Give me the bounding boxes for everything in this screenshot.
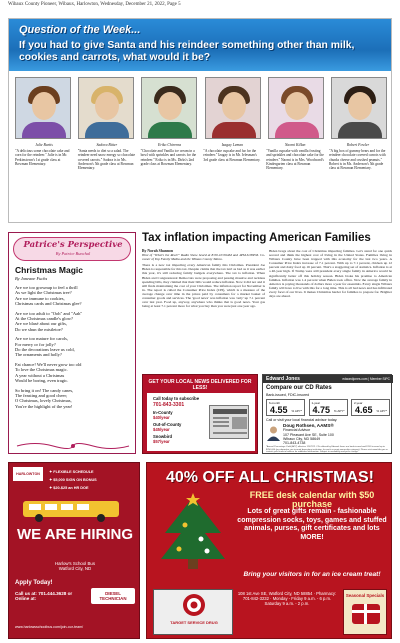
student-photo	[141, 77, 197, 139]
student-answer-text: "Santa needs to diet so a salad. The reindeer need snow energy so chocolate covered carrots." Sadora is in Ms. Anderson's 5th grade class at Bowman Elementary.	[77, 149, 136, 171]
hiring-bullet-text: $20-$25 an HR DOE	[53, 486, 89, 490]
student-answer	[203, 143, 261, 170]
hiring-bullet-1: ✦ FLEXIBLE SCHEDULE	[49, 470, 94, 474]
qotw-title: Question of the Week...	[19, 24, 141, 36]
rate-value: 4.65	[355, 405, 373, 415]
rate-unit: % APY*	[291, 409, 302, 413]
author-bio: Host of "What's the Real?" Radio Show heard at 8:00-10:00AM and 4PM-6:00PM. Co-owner of Top Family Media and the Wibaux County Tattoo.	[142, 253, 265, 262]
rate-price-in-county: $40/year	[153, 415, 170, 420]
student-answer-text: "Chocolate and Vanilla ice cream in a bowl with sprinkles and carrots for the reindeer." Eriko is in Ms. Dirks's 2nd grade class at Bowman Elementary.	[140, 149, 197, 166]
poem-stanza: So bring it on! The candy canes, The feasting and good cheer; O Christmas, lovely Christmas, You're the highlight of the year!	[15, 387, 74, 409]
poem-stanza: Fat chance! We'll never grow too old To love the Christmas magic. A year without a Christmas Would be boring, even tragic.	[15, 361, 82, 384]
store-name: TARGET SERVICE DRUG	[170, 620, 218, 625]
student-photo	[78, 77, 134, 139]
ice-cream-invite: Bring your visitors in for an ice cream treat!	[243, 571, 381, 578]
poem-stanza: Are we too adult to "Ooh" and "Aah" At the Christmas candle's glow? Are we blasé about our gifts, Do we shun the mistletoe?	[15, 310, 83, 332]
student-name: Sadora Bitter	[96, 143, 118, 147]
store-logo	[153, 589, 233, 635]
rate-label-out-of-county: Out-of-County	[153, 422, 182, 427]
company-name: Harlow's School Bus	[54, 561, 96, 566]
seasonal-specials-box	[343, 589, 387, 635]
advisor-title: Financial Advisor	[283, 428, 311, 433]
rate-unit: % APY*	[376, 409, 387, 413]
ej-url: edwardjones.com | Member SIPC	[342, 377, 390, 381]
sale-headline: 40% OFF ALL CHRISTMAS!	[165, 469, 374, 486]
free-calendar-offer: FREE desk calendar with $50 purchase	[249, 490, 375, 509]
student-answer-text: "Vanilla cupcake with vanilla frosting and sprinkles and chocolate cake for the reindeer." Naomi is in Mrs. Woodward's Kindergarten class at Bowman Elementary.	[266, 149, 324, 171]
poem-title: Christmas Magic	[15, 265, 84, 275]
student-answer	[141, 143, 199, 170]
rate-price-out-of-county: $45/year	[153, 427, 170, 432]
subscription-ad[interactable]	[142, 374, 258, 454]
ej-subheading: Bank-issued, FDIC-insured	[266, 393, 310, 397]
student-answer-text: "A chocolate cupcake and fur for the reindeer." Izagay is in Mr. Ivlesman's 3rd grade class at Bowman Elementary.	[203, 149, 261, 162]
student-answer	[266, 143, 324, 170]
hiring-bullet-3: ✦ $20-$25 an HR DOE	[49, 486, 89, 490]
article-text-2: Biden brags about the cost of Christmas impacting families. Let's stand for one quick second and think the highest cost of living in the United States. Families living in Wibaux County have been trapped with this economy for the last two years. A Consumer Price Index increase of 7.1 percent. With up to 7.1 percent, chicken up 12 percent and dairy food up 16 percent. That's a staggering set of statistics. Inflation is at a 40-year high. If Trump were still president every single family in America would be significantly better off this holiday season. Biden broke his promise to American families. Inflation was 1.4 percent when Biden took office. Now the average family in America is paying thousands of dollars more a year for essentials. Every single Wibaux family will have to live with this for a long time. This is all bad news and has infiltrated every facet of our lives. It makes Christmas harder for families to prepare for. Brighter days are ahead.	[269, 249, 392, 299]
apply-today: Apply Today!	[15, 580, 53, 586]
student-answer	[78, 143, 136, 170]
qotw-banner	[9, 19, 391, 71]
hiring-ad[interactable]	[8, 462, 140, 639]
article-headline: Tax inflation impacting American Families	[142, 232, 371, 244]
student-name: Julie Bartis	[35, 143, 53, 147]
cd-rate-2-year	[351, 399, 390, 416]
face	[32, 92, 56, 120]
student-photo	[205, 77, 261, 139]
student-name: Naomi Killan	[284, 143, 306, 147]
student-name: Izagay Leman	[221, 143, 244, 147]
advisor-city: Wibaux City, ND 58649	[283, 436, 321, 441]
poem-byline: By Janeane Fuchs	[15, 276, 48, 281]
subscription-box	[147, 393, 255, 451]
article-byline: By Norah Shannon	[142, 249, 174, 253]
school-bus-icon	[19, 497, 131, 523]
ej-header-bar	[263, 375, 393, 383]
shirt	[85, 122, 129, 139]
article-column-1	[142, 249, 265, 308]
hiring-bullet-text: FLEXIBLE SCHEDULE	[53, 470, 94, 474]
tax-inflation-article	[142, 232, 392, 372]
shirt	[212, 122, 256, 139]
student-photo	[268, 77, 324, 139]
ej-heading: Compare our CD Rates	[266, 385, 332, 391]
advisor-address: 107 Pleasant Ave SE, Suite 100	[283, 432, 334, 437]
student-answer-text: "A big box of gummy bears and for the reindeer chocolate covered carrots with chunks cheese and crushed peanuts." Robert is in Ms. Anderson's 5th grade class at Bowman Elementary.	[328, 149, 386, 171]
question-of-the-week	[8, 18, 392, 223]
rate-label-snowbird: Snowbird	[153, 434, 173, 439]
hiring-headline: WE ARE HIRING	[16, 526, 134, 543]
sale-details: Lots of great gifts remain - fashionable compression socks, toys, games and stuffed animals, purses, gift certificates and lots MORE!	[237, 508, 387, 541]
article-text-1: There is a new tax impacting every American family this Christmas. President Joe Biden is responsible for this tax. Despite claims that the tax isn't as bad as it was earlier this year, it's still reducing family budgets everywhere. The tax is inflation. When Biden and Congressional Democrats were proposing and passing massive and reckless spending bills, they claimed that their bills would reduce inflation. Now it did not and it still finds maintaining the cost of your Christmas. The inflation report for November is in. The report is called the Consumer Price Index (CPI), which is a measure of the average change over time in the prices paid by consumers for a market basket of consumer goods and services. The 'good news' was inflation was 'only' up 7.1 percent over last year. Food up, anyway, anywhere who thinks that is good news. Your gas being at least 7.1 percent more for what you buy than you were just one year ago.	[142, 263, 265, 309]
hiring-url[interactable]: www.harlowsschoolbus.com/join-our-team/	[15, 625, 84, 629]
cd-rate-1-year	[309, 399, 348, 416]
shirt	[338, 122, 382, 139]
rate-label-in-county: In-County	[153, 410, 173, 415]
face	[95, 92, 119, 120]
christmas-sale-ad[interactable]	[146, 462, 392, 639]
rate-value: 4.55	[270, 405, 288, 415]
rate-price-snowbird: $57/year	[153, 439, 170, 444]
student-answer-text: "A delicious some chocolate cake and corn for the reindeer." Julie is in Mr. Perkinstown's 1st grade class at Bowman Elementary.	[15, 149, 70, 166]
rate-value: 4.75	[312, 405, 331, 415]
hiring-bullet-2: ✦ $5,000 SIGN ON BONUS	[49, 478, 97, 482]
subscription-headline: GET YOUR LOCAL NEWS DELIVERED FOR LESS!	[148, 379, 252, 391]
rate-term: 2-year	[354, 401, 363, 405]
newspaper-icon	[209, 405, 249, 439]
patrice-perspective-column	[8, 232, 136, 454]
student-photo	[15, 77, 71, 139]
subscription-call: Call today to subscribe	[153, 396, 200, 401]
student-answers	[15, 143, 387, 170]
poem-stanza: Are we too mature for carols, For merry or for jolly? Do the decorations leave us cold, The ornaments and holly?	[15, 336, 75, 358]
shirt	[148, 122, 192, 139]
ej-call-text: Call or visit your local financial advisor today.	[266, 418, 338, 422]
shirt	[275, 122, 319, 139]
diesel-technician-badge: DIESEL TECHNICIAN	[91, 588, 135, 604]
candy-icon	[344, 598, 388, 628]
rate-term: 6-month	[269, 401, 281, 405]
edward-jones-ad[interactable]	[262, 374, 392, 454]
hiring-contact: Call us at: 701.444.3628 or Online at:	[15, 591, 73, 602]
student-answer	[15, 143, 73, 170]
flourish-ornament	[15, 441, 131, 451]
seasonal-specials-label: Seasonal Specials	[345, 593, 385, 598]
rate-term: 1-year	[311, 401, 321, 405]
poem-stanza: Are we too grownup to feel a thrill As we light the Christmas tree? Are we immune to cookies, Christmas cards and Christmas glee?	[15, 285, 82, 307]
advisor-name: Doug Rothsen, AAMS®	[283, 423, 334, 428]
subscription-phone: 701-843-3301	[153, 402, 185, 408]
article-column-2	[269, 249, 392, 308]
christmas-tree-icon	[155, 493, 231, 573]
column-header	[13, 237, 131, 261]
poem-body	[15, 285, 133, 413]
face	[348, 92, 372, 120]
school-logo: HARLOWTON SCHOOLS	[13, 467, 43, 481]
column-title: Patrice's Perspective	[23, 240, 123, 250]
student-photos	[15, 77, 387, 139]
qotw-question: If you had to give Santa and his reindeer something other than milk, cookies and carrots, what would it be?	[19, 40, 355, 63]
face	[222, 92, 246, 120]
student-photo	[331, 77, 387, 139]
face	[285, 92, 309, 120]
column-byline: By Patrice Bunchal	[55, 251, 91, 256]
hiring-bullet-text: $5,000 SIGN ON BONUS	[53, 478, 97, 482]
store-address: 108 1st Ave SE, Watford City, ND 58854 · Pharmacy: 701-842-3232 · Monday - Friday 9 a.m. - 6 p.m. Saturday 9 a.m. - 2 p.m.	[237, 591, 337, 607]
ej-fine-print: *Annual Percentage Yield (APY) effective 12/07/22. CDs offered by Edward Jones are bank-issued and FDIC-insured up to $250,000 (per depositor, per insured depository institution, for each account ownership category). Please visit www.fdic.gov or contact your financial advisor for additional information. Subject to availability and price change.	[266, 446, 388, 454]
cd-rates	[266, 399, 390, 416]
advisor-info	[283, 424, 334, 445]
company-city: Watford City, ND	[58, 566, 92, 571]
student-name: Eriko Chirrena	[158, 143, 182, 147]
student-answer	[329, 143, 387, 170]
face	[158, 92, 182, 120]
running-head: Wibaux County Pioneer, Wibaux, Harlowton, Wednesday, December 21, 2022, Page 5	[8, 2, 181, 7]
rate-unit: % APY*	[333, 409, 345, 413]
article-body	[142, 249, 392, 308]
sale-body	[235, 491, 389, 543]
hiring-company	[15, 561, 135, 571]
ej-logo: Edward Jones	[266, 376, 300, 382]
student-name: Robert Fowler	[346, 143, 370, 147]
advisor-phone: 701-843-4738	[283, 441, 306, 446]
advisor-avatar-icon	[267, 425, 280, 441]
shirt	[22, 122, 66, 139]
cd-rate-6-month	[266, 399, 305, 416]
